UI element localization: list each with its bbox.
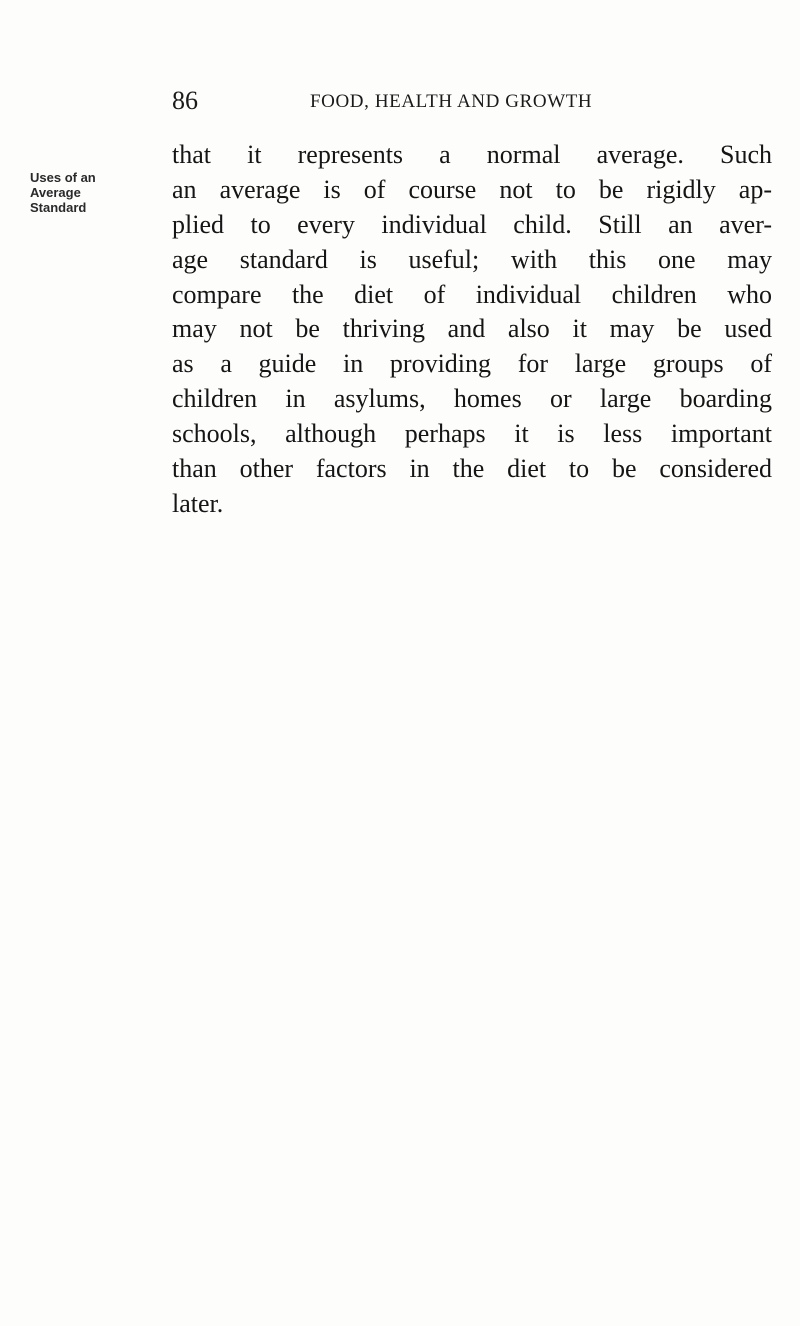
text-line: plied to every individual child. Still an aver-	[172, 209, 772, 239]
text-line: than other factors in the diet to be considered	[172, 454, 772, 484]
margin-note	[30, 170, 130, 215]
margin-note-line: Standard	[30, 200, 87, 215]
margin-note-line: Average	[30, 185, 81, 200]
text-line: children in asylums, homes or large boarding	[172, 384, 772, 414]
page-number: 86	[172, 86, 198, 115]
text-line: later.	[172, 488, 224, 518]
running-head	[172, 86, 652, 116]
text-line: that it represents a normal average. Such	[172, 140, 772, 169]
running-title: FOOD, HEALTH AND GROWTH	[310, 91, 593, 112]
text-line: may not be thriving and also it may be used	[172, 314, 772, 344]
text-line: age standard is useful; with this one may	[172, 244, 772, 274]
text-line: schools, although perhaps it is less important	[172, 419, 772, 449]
margin-note-line: Uses of an	[30, 170, 96, 185]
text-line: compare the diet of individual children who	[172, 279, 772, 309]
text-line: as a guide in providing for large groups of	[172, 349, 772, 379]
text-line: an average is of course not to be rigidly ap-	[172, 174, 772, 204]
body-paragraph	[172, 138, 772, 522]
